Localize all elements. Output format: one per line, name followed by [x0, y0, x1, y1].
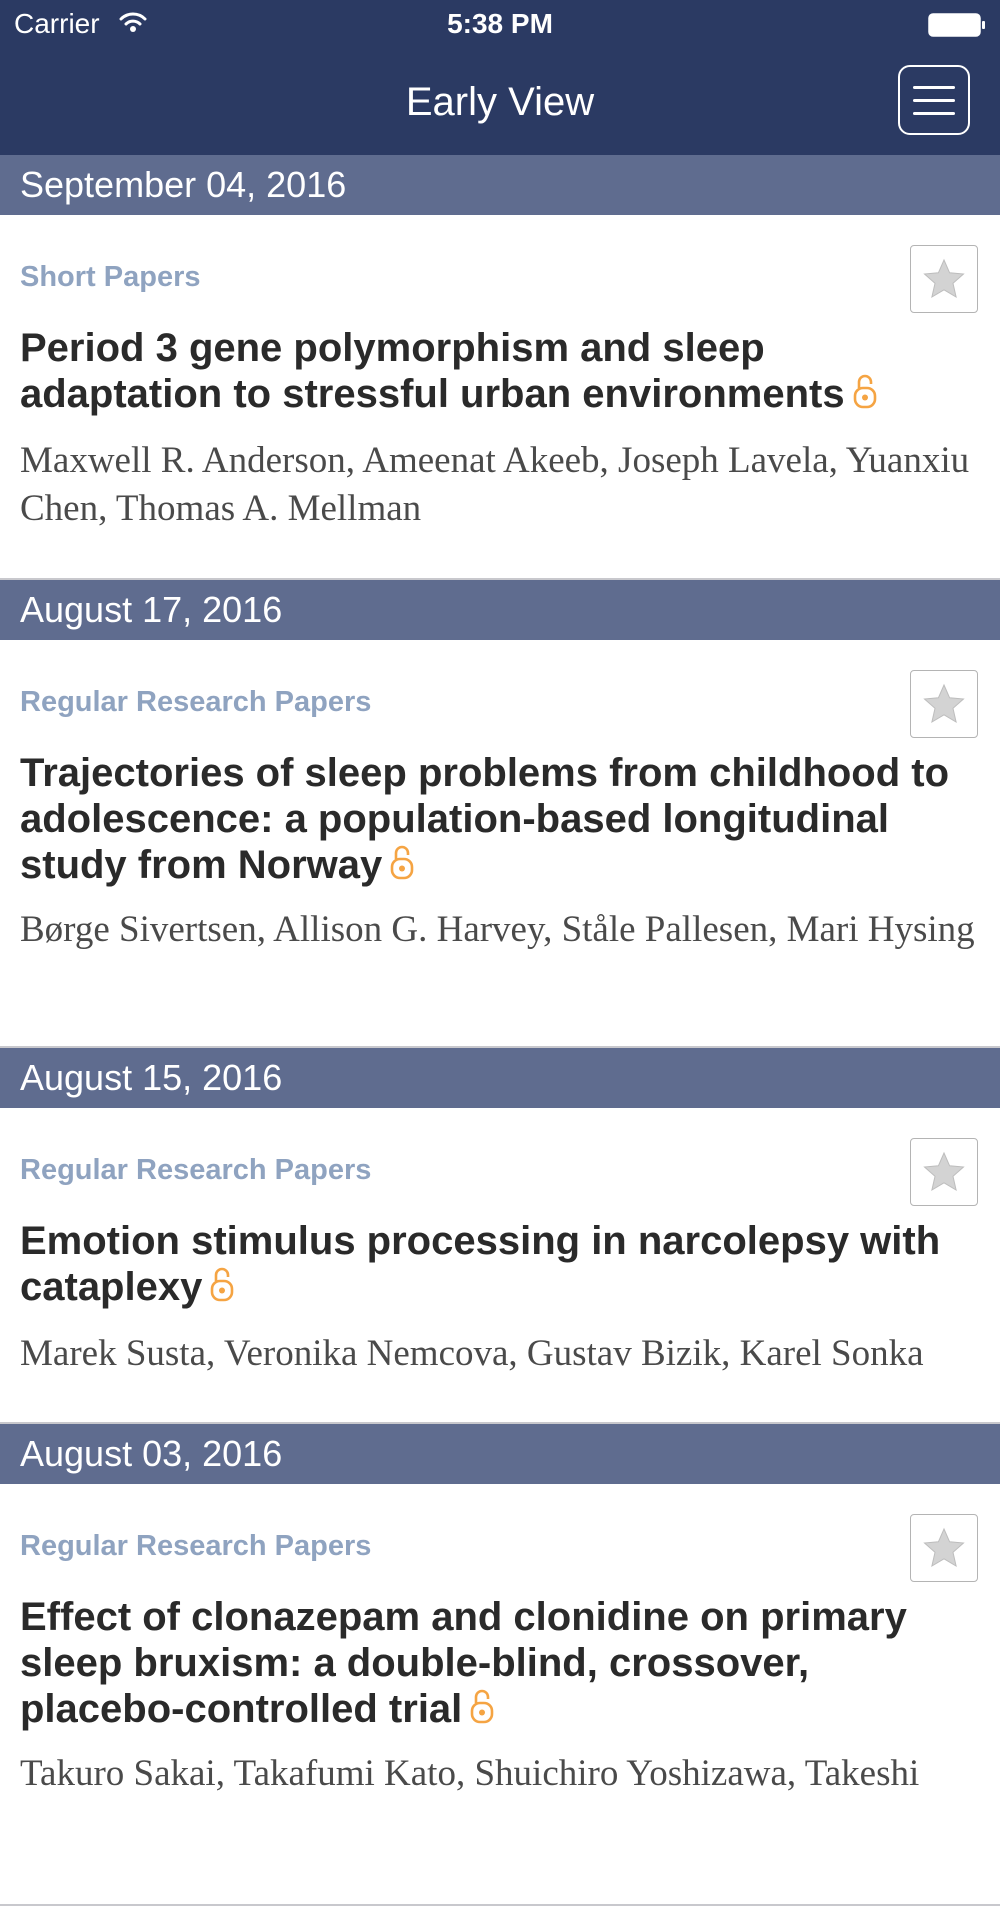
article-title[interactable]: Emotion stimulus processing in narcolepsy with cataplexy — [20, 1218, 970, 1312]
open-access-lock-icon — [470, 1688, 494, 1734]
article-authors: Takuro Sakai, Takafumi Kato, Shuichiro Yoshizawa, Takeshi — [20, 1753, 920, 1794]
date-section-header: August 17, 2016 — [0, 580, 1000, 640]
hamburger-menu-icon — [913, 86, 955, 89]
open-access-lock-icon — [853, 373, 877, 419]
article-title[interactable]: Effect of clonazepam and clonidine on primary sleep bruxism: a double-blind, crossover, placebo-controlled trial — [20, 1594, 970, 1734]
article-list — [0, 155, 1000, 1906]
favorite-button[interactable] — [910, 1514, 978, 1582]
favorite-button[interactable] — [910, 670, 978, 738]
date-section-header: August 15, 2016 — [0, 1048, 1000, 1108]
open-access-lock-icon — [390, 844, 414, 890]
article-category: Regular Research Papers — [20, 1154, 372, 1186]
article-title[interactable]: Period 3 gene polymorphism and sleep adaptation to stressful urban environments — [20, 325, 970, 419]
hamburger-menu-icon-bar — [913, 99, 955, 102]
article-title[interactable]: Trajectories of sleep problems from childhood to adolescence: a population-based longitudinal study from Norway — [20, 750, 970, 890]
hamburger-menu-icon-bar — [913, 112, 955, 115]
article-authors: Marek Susta, Veronika Nemcova, Gustav Bizik, Karel Sonka — [20, 1333, 924, 1374]
carrier-label: Carrier — [14, 8, 100, 39]
battery-icon — [928, 13, 986, 37]
open-access-lock-icon — [210, 1266, 234, 1312]
article-category: Regular Research Papers — [20, 1530, 372, 1562]
star-icon — [921, 1525, 967, 1571]
star-icon — [921, 1149, 967, 1195]
star-icon — [921, 256, 967, 302]
article-item[interactable] — [0, 1484, 1000, 1906]
article-item[interactable] — [0, 1108, 1000, 1424]
navigation-bar — [0, 50, 1000, 155]
article-item[interactable] — [0, 215, 1000, 580]
article-category: Short Papers — [20, 261, 201, 293]
star-icon — [921, 681, 967, 727]
status-bar — [0, 0, 1000, 50]
date-section-header: August 03, 2016 — [0, 1424, 1000, 1484]
article-category: Regular Research Papers — [20, 686, 372, 718]
article-authors: Børge Sivertsen, Allison G. Harvey, Ståle Pallesen, Mari Hysing — [20, 909, 975, 950]
menu-button[interactable] — [898, 65, 970, 135]
page-title: Early View — [405, 80, 595, 124]
date-section-header: September 04, 2016 — [0, 155, 1000, 215]
favorite-button[interactable] — [910, 1138, 978, 1206]
article-authors: Maxwell R. Anderson, Ameenat Akeeb, Joseph Lavela, Yuanxiu Chen, Thomas A. Mellman — [20, 440, 970, 529]
article-item[interactable] — [0, 640, 1000, 1048]
status-time: 5:38 PM — [447, 8, 553, 39]
favorite-button[interactable] — [910, 245, 978, 313]
